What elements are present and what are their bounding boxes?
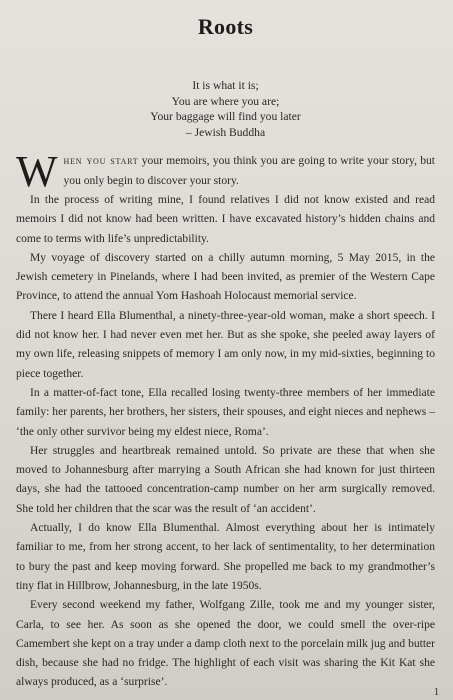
epigraph-line: It is what it is; — [192, 79, 259, 92]
opening-paragraph — [16, 147, 436, 197]
paragraph: In the process of writing mine, I found relatives I did not know existed and read memoirs I did not know had been written. I have excavated history’s hidden chains and come to terms with life’s unpredictability. — [16, 193, 435, 245]
opening-text: your memoirs, you think you are going to write your story, but you only begin to discover your story. — [63, 155, 436, 187]
paragraph: In a matter-of-fact tone, Ella recalled losing twenty-three members of her immediate family: her parents, her brothers, her sisters, their spouses, and eight nieces and nephews – ‘the only other survivor being my eldest niece, Roma’. — [16, 386, 435, 438]
epigraph-attribution: – Jewish Buddha — [185, 125, 266, 139]
epigraph — [16, 78, 435, 140]
paragraph: Every second weekend my father, Wolfgang Zille, took me and my younger sister, Carla, to see her. As soon as she opened the door, we could smell the over-ripe Camembert she kept on a tray under a damp cloth next to the porcelain milk jug and butter dish, because she had no fridge. The highlight of each visit was sharing the Kit Kat she always produced, as a ‘surprise’. — [16, 599, 435, 689]
paragraph: There I heard Ella Blumenthal, a ninety-three-year-old woman, make a short speech. I did not know her. I had never even met her. But as she spoke, she peeled away layers of my own life, releasing snippets of memory I am only now, in my mid-sixties, beginning to piece together. — [16, 309, 435, 380]
chapter-body — [16, 147, 436, 692]
drop-cap: W — [16, 147, 58, 197]
epigraph-line: Your baggage will find you later — [150, 110, 301, 124]
epigraph-line: You are where you are; — [171, 94, 280, 108]
chapter-title: Roots — [197, 14, 254, 39]
lead-in: hen you start — [63, 155, 139, 168]
paragraph: My voyage of discovery started on a chilly autumn morning, 5 May 2015, in the Jewish cemetery in Pinelands, where I had been invited, as premier of the Western Cape Province, to attend the annual Yom Hashoah Holocaust memorial service. — [16, 251, 435, 303]
paragraph: Her struggles and heartbreak remained untold. So private are these that when she moved to Johannesburg after marrying a South African she had known for just thirteen days, she had the tattooed concentration-camp number on her arm surgically removed. She told her children that the scar was the result of ‘an accident’. — [16, 444, 435, 515]
paragraph: Actually, I do know Ella Blumenthal. Almost everything about her is intimately familiar to me, from her strong accent, to her lack of sentimentality, to her determination to bury the past and keep moving forward. She propelled me back to my grandmother’s tiny flat in Hillbrow, Johannesburg, in the late 1950s. — [16, 522, 435, 592]
page-number: 1 — [434, 687, 439, 698]
